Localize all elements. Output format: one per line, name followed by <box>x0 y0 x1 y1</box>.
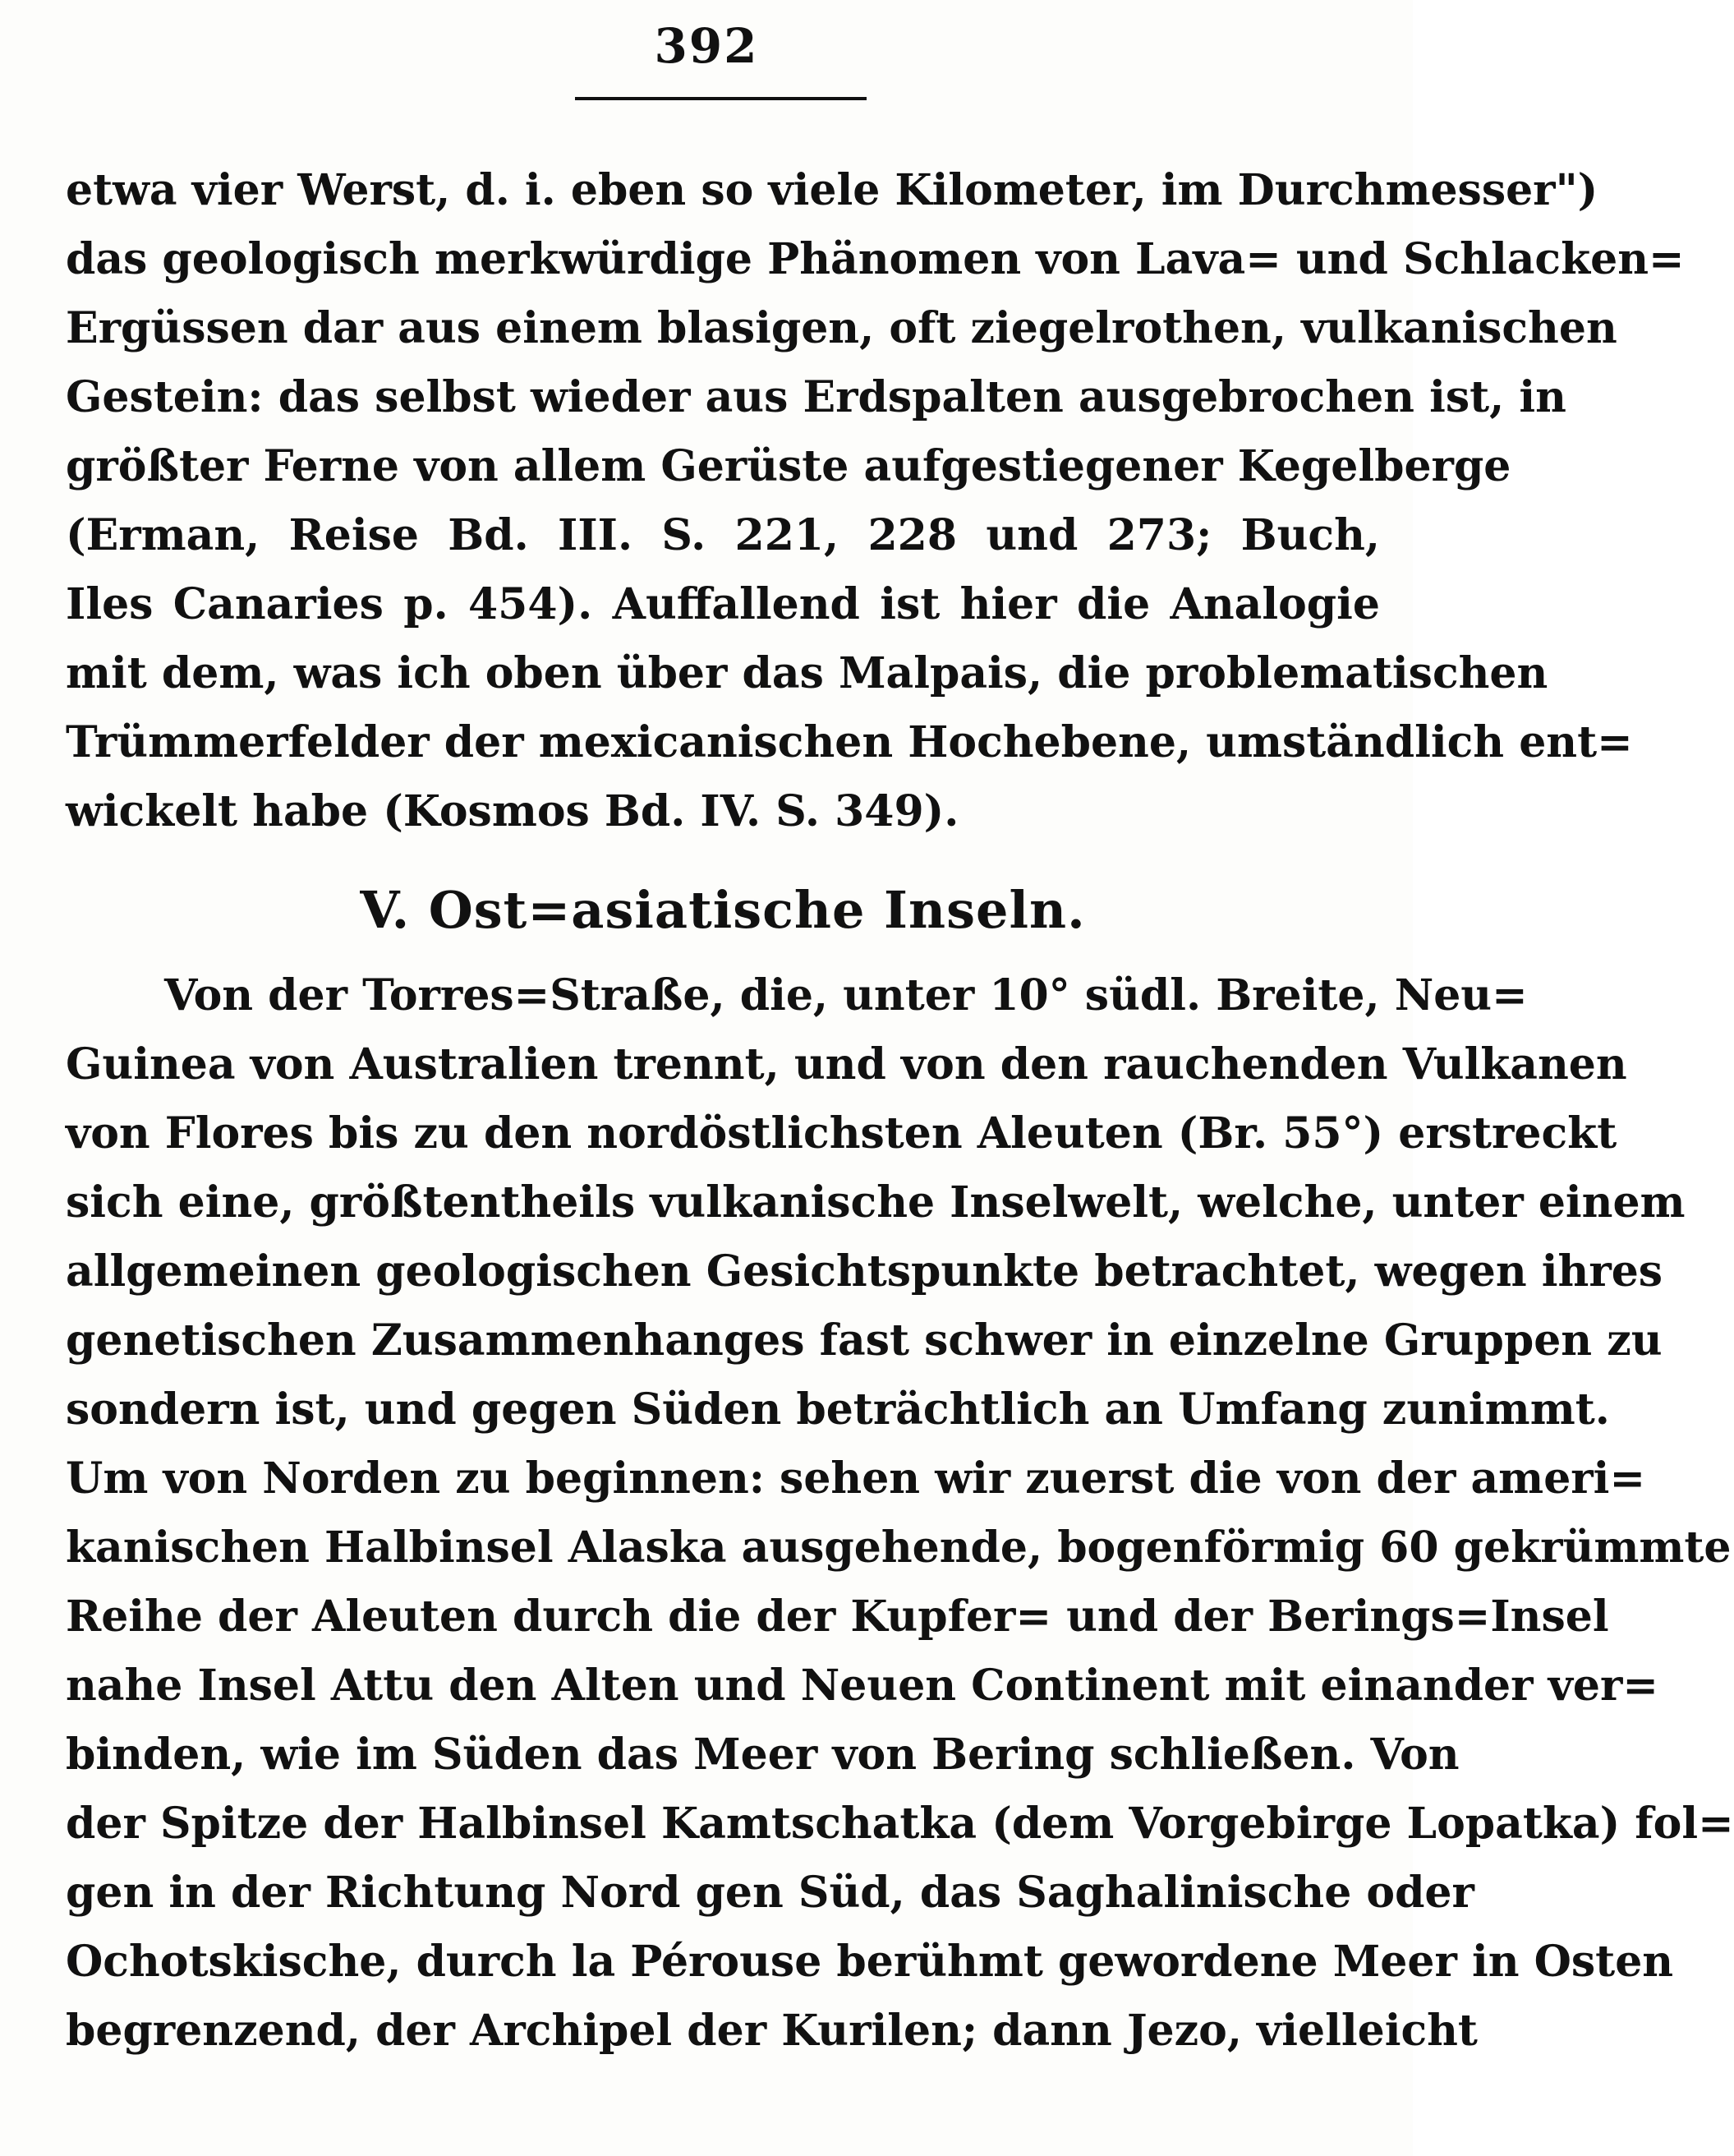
text-line: Ergüssen dar aus einem blasigen, oft ziegelrothen, vulkanischen <box>66 303 1617 353</box>
page-number: 392 <box>654 18 759 74</box>
text-line: kanischen Halbinsel Alaska ausgehende, bogenförmig 60 gekrümmte <box>66 1523 1732 1573</box>
text-line: Von der Torres=Straße, die, unter 10° südl. Breite, Neu= <box>164 970 1528 1020</box>
text-line: Trümmerfelder der mexicanischen Hochebene, umständlich ent= <box>66 717 1633 767</box>
text-line: mit dem, was ich oben über das Malpais, die problematischen <box>66 648 1548 698</box>
text-line: etwa vier Werst, d. i. eben so viele Kilometer, im Durchmesser") <box>66 165 1598 215</box>
text-line: begrenzend, der Archipel der Kurilen; dann Jezo, vielleicht <box>66 2006 1478 2056</box>
text-line: der Spitze der Halbinsel Kamtschatka (dem Vorgebirge Lopatka) fol= <box>66 1799 1734 1849</box>
text-line: Ochotskische, durch la Pérouse berühmt gewordene Meer in Osten <box>66 1937 1674 1987</box>
text-line: größter Ferne von allem Gerüste aufgestiegener Kegelberge <box>66 441 1511 491</box>
section-heading: V. Ost=asiatische Inseln. <box>360 880 1086 940</box>
text-line: Guinea von Australien trennt, und von den rauchenden Vulkanen <box>66 1039 1627 1090</box>
text-line: sondern ist, und gegen Süden beträchtlich an Umfang zunimmt. <box>66 1384 1610 1435</box>
text-line: wickelt habe (Kosmos Bd. IV. S. 349). <box>66 786 959 836</box>
section-heading-block <box>66 871 1380 950</box>
text-line: das geologisch merkwürdige Phänomen von Lava= und Schlacken= <box>66 234 1685 284</box>
text-line: sich eine, größtentheils vulkanische Inselwelt, welche, unter einem <box>66 1177 1686 1228</box>
text-line: (Erman, Reise Bd. III. S. 221, 228 und 273; Buch, <box>66 510 1380 560</box>
text-line: genetischen Zusammenhanges fast schwer in einzelne Gruppen zu <box>66 1315 1663 1366</box>
text-line: Um von Norden zu beginnen: sehen wir zuerst die von der ameri= <box>66 1453 1646 1504</box>
text-line: Iles Canaries p. 454). Auffallend ist hier die Analogie <box>66 579 1380 629</box>
text-line: von Flores bis zu den nordöstlichsten Aleuten (Br. 55°) erstreckt <box>66 1108 1617 1159</box>
paragraph-1 <box>66 156 1685 846</box>
text-line: Gestein: das selbst wieder aus Erdspalten ausgebrochen ist, in <box>66 372 1566 422</box>
header-rule <box>575 97 867 100</box>
text-line: nahe Insel Attu den Alten und Neuen Continent mit einander ver= <box>66 1661 1658 1711</box>
text-line: gen in der Richtung Nord gen Süd, das Saghalinische oder <box>66 1868 1474 1918</box>
paragraph-2 <box>66 961 1734 2066</box>
text-line: binden, wie im Süden das Meer von Bering schließen. Von <box>66 1730 1460 1780</box>
text-line: allgemeinen geologischen Gesichtspunkte betrachtet, wegen ihres <box>66 1246 1663 1297</box>
text-line: Reihe der Aleuten durch die der Kupfer= und der Berings=Insel <box>66 1592 1609 1642</box>
